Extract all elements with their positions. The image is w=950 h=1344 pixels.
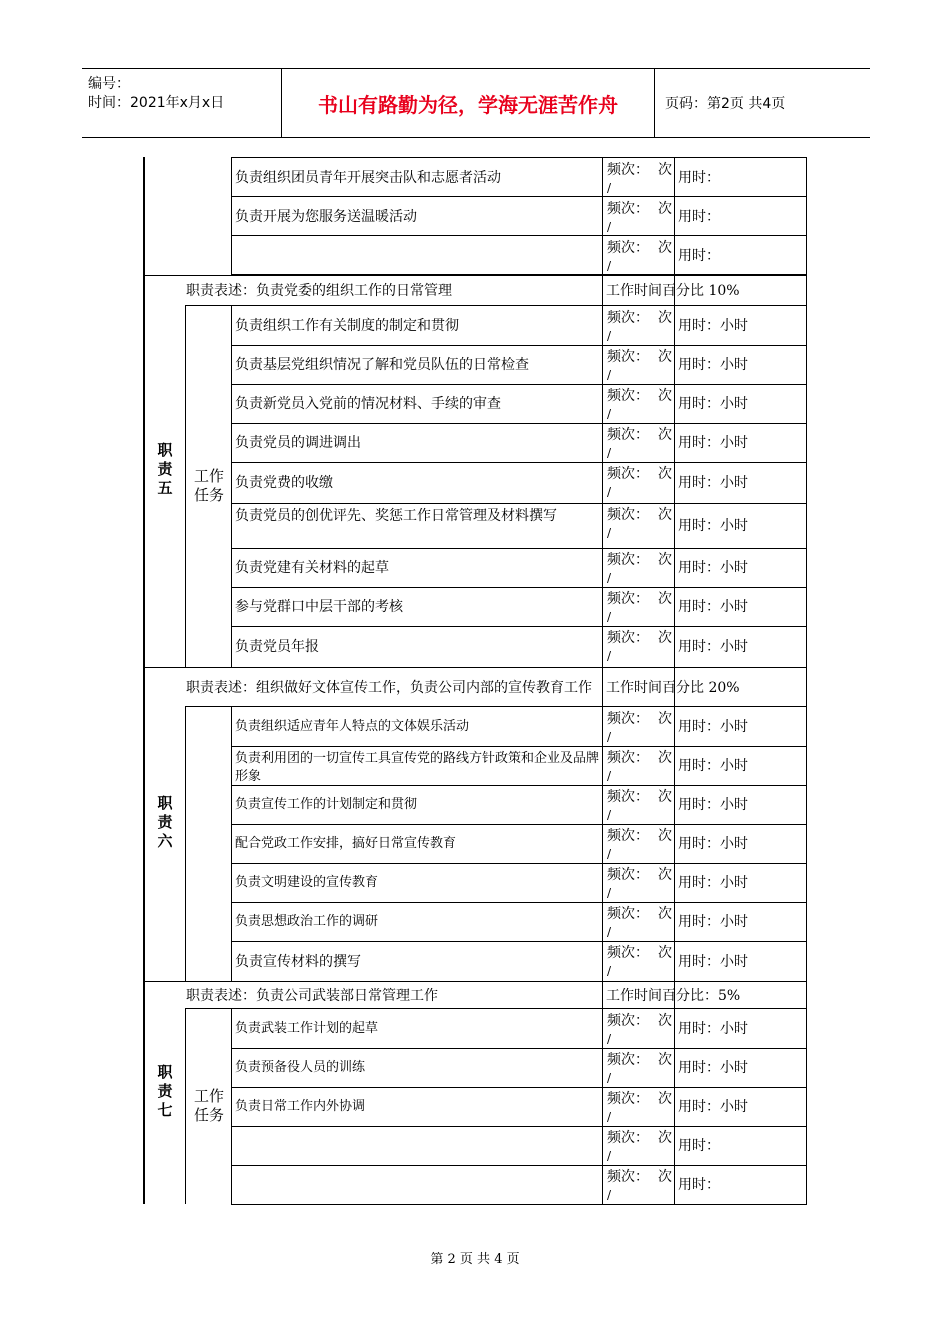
time-cell: 用时：小时 (678, 318, 748, 334)
frequency-cell (604, 708, 674, 746)
header-motto: 书山有路勤为径，学海无涯苦作舟 (282, 69, 655, 137)
header-meta (82, 69, 282, 137)
frequency-unit: 次 (658, 349, 672, 365)
section-rule (145, 667, 807, 668)
frequency-cell (604, 588, 674, 626)
frequency-cell (604, 942, 674, 981)
frequency-label: 频次： (607, 750, 649, 766)
frequency-label: 频次： (607, 162, 649, 178)
duty-label: 职责五 (157, 441, 173, 497)
frequency-slash: / (607, 220, 612, 234)
frequency-slash: / (607, 649, 612, 663)
task-cell: 负责思想政治工作的调研 (235, 914, 379, 929)
frequency-cell (604, 1166, 674, 1204)
duty-label: 职责七 (157, 1062, 173, 1119)
frequency-label: 频次： (607, 828, 649, 844)
task-cell: 负责利用团的一切宣传工具宣传党的路线方针政策和企业及品牌形象 (235, 751, 600, 784)
frequency-unit: 次 (658, 867, 672, 883)
frequency-label: 频次： (607, 1091, 649, 1107)
frequency-label: 频次： (607, 1169, 649, 1185)
frequency-unit: 次 (658, 906, 672, 922)
description-rule (185, 1008, 807, 1009)
task-cell: 负责新党员入党前的情况材料、手续的审查 (235, 396, 501, 412)
frequency-label: 频次： (607, 906, 649, 922)
frequency-slash: / (607, 964, 612, 978)
work-task-column-rule (185, 1008, 186, 1204)
frequency-label: 频次： (607, 1130, 649, 1146)
task-cell (235, 1127, 603, 1165)
section-rule (145, 981, 807, 982)
frequency-cell (604, 549, 674, 587)
frequency-unit: 次 (658, 1091, 672, 1107)
time-percent: 工作时间百分比 20% (606, 679, 740, 696)
frequency-cell (604, 159, 674, 196)
task-cell: 负责党费的收缴 (235, 475, 333, 491)
frequency-slash: / (607, 847, 612, 861)
frequency-label: 频次： (607, 945, 649, 961)
work-task-column-rule (185, 706, 186, 981)
frequency-unit: 次 (658, 789, 672, 805)
frequency-label: 频次： (607, 789, 649, 805)
time-cell: 用时： (678, 247, 720, 264)
frequency-label: 频次： (607, 507, 649, 523)
frequency-unit: 次 (658, 591, 672, 607)
frequency-label: 频次： (607, 711, 649, 727)
time-cell: 用时：小时 (678, 357, 748, 373)
frequency-unit: 次 (658, 630, 672, 646)
frequency-slash: / (607, 1110, 612, 1124)
frequency-label: 频次： (607, 388, 649, 404)
row-rule (231, 196, 807, 197)
time-cell: 用时：小时 (678, 836, 748, 852)
frequency-cell (604, 903, 674, 941)
frequency-cell (604, 1127, 674, 1165)
frequency-unit: 次 (658, 310, 672, 326)
frequency-unit: 次 (658, 162, 672, 178)
time-cell: 用时：小时 (678, 953, 748, 970)
frequency-slash: / (607, 485, 612, 499)
section-rule (145, 275, 807, 276)
task-cell (235, 237, 603, 274)
time-cell: 用时：小时 (678, 639, 748, 655)
frequency-unit: 次 (658, 945, 672, 961)
time-cell: 用时：小时 (678, 1099, 748, 1115)
task-cell: 负责基层党组织情况了解和党员队伍的日常检查 (235, 357, 529, 373)
time-cell: 用时：小时 (678, 1021, 748, 1037)
frequency-unit: 次 (658, 750, 672, 766)
frequency-cell (604, 786, 674, 824)
task-column-rule (231, 1008, 232, 1204)
frequency-cell (604, 1088, 674, 1126)
frequency-slash: / (607, 808, 612, 822)
frequency-cell (604, 1010, 674, 1048)
number-label: 编号： (88, 76, 130, 92)
frequency-label: 频次： (607, 240, 649, 256)
frequency-label: 频次： (607, 1052, 649, 1068)
frequency-slash: / (607, 730, 612, 744)
frequency-slash: / (607, 925, 612, 939)
time-cell: 用时：小时 (678, 560, 748, 576)
time-percent: 工作时间百分比：5% (606, 987, 741, 1004)
task-cell: 负责日常工作内外协调 (235, 1099, 366, 1114)
frequency-cell (604, 627, 674, 667)
frequency-slash: / (607, 1188, 612, 1202)
frequency-slash: / (607, 769, 612, 783)
time-cell: 用时： (678, 208, 720, 225)
time-cell: 用时： (678, 169, 720, 186)
frequency-slash: / (607, 571, 612, 585)
frequency-cell (604, 424, 674, 462)
time-cell: 用时： (678, 1177, 720, 1193)
frequency-cell (604, 504, 674, 548)
frequency-slash: / (607, 368, 612, 382)
page-header (82, 68, 870, 138)
frequency-unit: 次 (658, 388, 672, 404)
task-cell: 负责组织工作有关制度的制定和贯彻 (235, 318, 459, 334)
frequency-cell (604, 747, 674, 785)
task-cell: 负责预备役人员的训练 (235, 1060, 366, 1075)
task-cell: 负责党建有关材料的起草 (235, 560, 389, 576)
frequency-cell (604, 385, 674, 423)
task-cell: 负责党员的创优评先、奖惩工作日常管理及材料撰写 (235, 508, 557, 524)
task-cell: 负责组织团员青年开展突击队和志愿者活动 (235, 169, 501, 186)
row-rule (231, 235, 807, 236)
work-task-column-rule (185, 305, 186, 667)
task-cell: 配合党政工作安排，搞好日常宣传教育 (235, 836, 457, 851)
frequency-unit: 次 (658, 466, 672, 482)
frequency-cell (604, 198, 674, 235)
frequency-label: 频次： (607, 591, 649, 607)
frequency-unit: 次 (658, 1169, 672, 1185)
frequency-unit: 次 (658, 1130, 672, 1146)
frequency-label: 频次： (607, 630, 649, 646)
frequency-label: 频次： (607, 867, 649, 883)
frequency-unit: 次 (658, 552, 672, 568)
duty-description: 职责表述：负责党委的组织工作的日常管理 (186, 283, 452, 299)
frequency-slash: / (607, 1032, 612, 1046)
frequency-cell (604, 825, 674, 863)
frequency-slash: / (607, 446, 612, 460)
frequency-cell (604, 346, 674, 384)
time-cell: 用时：小时 (678, 914, 748, 930)
time-cell: 用时：小时 (678, 1060, 748, 1076)
task-cell: 负责文明建设的宣传教育 (235, 875, 379, 890)
frequency-slash: / (607, 610, 612, 624)
frequency-label: 频次： (607, 1013, 649, 1029)
task-cell: 负责武装工作计划的起草 (235, 1021, 379, 1036)
time-cell: 用时：小时 (678, 797, 748, 813)
frequency-slash: / (607, 181, 612, 195)
frequency-label: 频次： (607, 466, 649, 482)
duty-table (143, 157, 807, 1204)
frequency-label: 频次： (607, 427, 649, 443)
task-cell: 负责党员年报 (235, 639, 319, 655)
left-border (143, 157, 145, 1204)
task-cell: 参与党群口中层干部的考核 (235, 599, 403, 615)
time-percent: 工作时间百分比 10% (606, 283, 740, 299)
frequency-unit: 次 (658, 1013, 672, 1029)
frequency-unit: 次 (658, 507, 672, 523)
duty-label: 职责六 (157, 794, 173, 850)
duty-description: 职责表述：负责公司武装部日常管理工作 (186, 987, 438, 1004)
page-code: 页码：第2页 共4页 (665, 96, 786, 112)
time-cell: 用时：小时 (678, 875, 748, 891)
frequency-unit: 次 (658, 427, 672, 443)
frequency-slash: / (607, 886, 612, 900)
description-rule (185, 706, 807, 707)
page-footer: 第 2 页 共 4 页 (430, 1252, 520, 1267)
time-label: 时间：2021年x月x日 (88, 95, 225, 111)
frequency-label: 频次： (607, 552, 649, 568)
task-cell: 负责党员的调进调出 (235, 435, 361, 451)
frequency-unit: 次 (658, 711, 672, 727)
frequency-label: 频次： (607, 310, 649, 326)
frequency-unit: 次 (658, 1052, 672, 1068)
frequency-cell (604, 463, 674, 503)
right-border (806, 157, 807, 1204)
task-column-rule (231, 305, 232, 667)
task-cell (235, 1166, 603, 1204)
time-cell: 用时：小时 (678, 518, 748, 534)
time-cell: 用时：小时 (678, 475, 748, 491)
time-cell: 用时：小时 (678, 758, 748, 774)
frequency-cell (604, 1049, 674, 1087)
frequency-slash: / (607, 259, 612, 273)
frequency-label: 频次： (607, 349, 649, 365)
duty-description: 职责表述：组织做好文体宣传工作，负责公司内部的宣传教育工作 (186, 679, 592, 696)
frequency-cell (604, 864, 674, 902)
task-cell: 负责宣传材料的撰写 (235, 953, 361, 970)
frequency-slash: / (607, 407, 612, 421)
frequency-cell (604, 307, 674, 345)
task-cell: 负责开展为您服务送温暖活动 (235, 208, 417, 225)
task-column-rule (231, 157, 232, 275)
frequency-label: 频次： (607, 201, 649, 217)
work-task-label: 工作任务 (193, 1087, 224, 1124)
frequency-slash: / (607, 526, 612, 540)
top-rule (231, 157, 807, 158)
description-rule (185, 305, 807, 306)
frequency-slash: / (607, 329, 612, 343)
frequency-slash: / (607, 1071, 612, 1085)
work-task-label: 工作任务 (193, 467, 224, 504)
time-cell: 用时：小时 (678, 719, 748, 735)
frequency-unit: 次 (658, 828, 672, 844)
time-cell: 用时： (678, 1138, 720, 1154)
task-column-rule (231, 706, 232, 981)
frequency-slash: / (607, 1149, 612, 1163)
row-rule (231, 1204, 807, 1205)
task-cell: 负责宣传工作的计划制定和贯彻 (235, 797, 418, 812)
time-cell: 用时：小时 (678, 396, 748, 412)
frequency-unit: 次 (658, 201, 672, 217)
frequency-unit: 次 (658, 240, 672, 256)
task-cell: 负责组织适应青年人特点的文体娱乐活动 (235, 719, 470, 734)
time-cell: 用时：小时 (678, 599, 748, 615)
frequency-cell (604, 237, 674, 274)
time-cell: 用时：小时 (678, 435, 748, 451)
